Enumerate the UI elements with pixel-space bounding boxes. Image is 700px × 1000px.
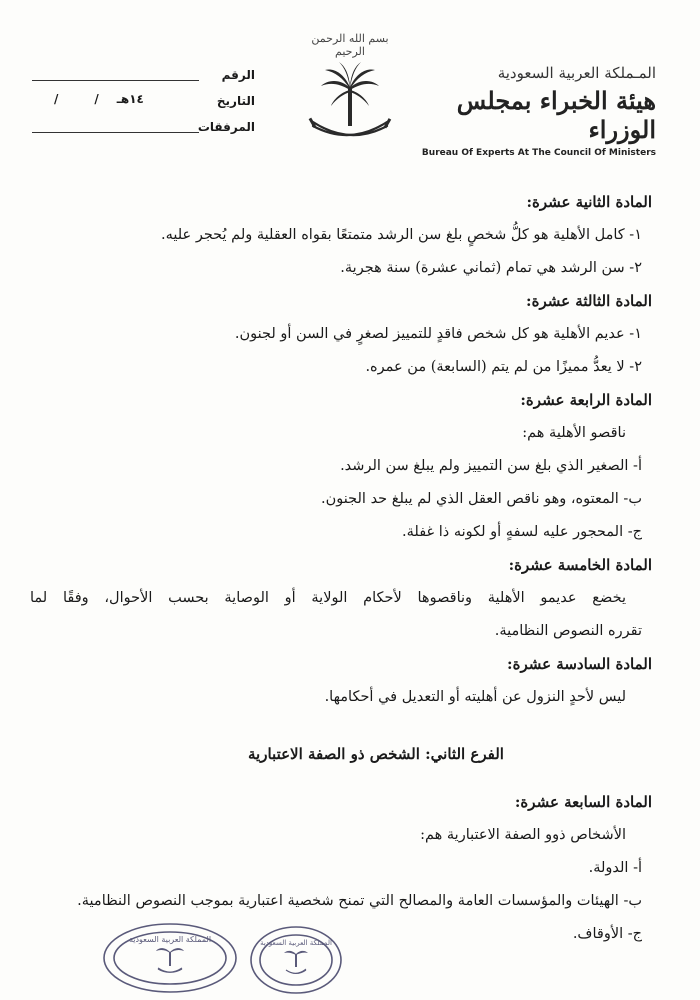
article-16-line-1: ليس لأحدٍ النزول عن أهليته أو التعديل في أحكامها. xyxy=(324,689,626,705)
official-stamp-left xyxy=(100,920,240,995)
basmala: بسم الله الرحمن الرحيم xyxy=(311,32,389,58)
stamp-left-text: المملكة العربية السعودية xyxy=(128,935,212,944)
ref-attachments-label: المرفقات xyxy=(197,120,255,134)
article-13-title: المادة الثالثة عشرة: xyxy=(526,292,652,310)
article-16-title: المادة السادسة عشرة: xyxy=(507,655,652,673)
ref-number-label: الرقم xyxy=(221,68,255,82)
article-12-line-2: ٢- سن الرشد هي تمام (ثماني عشرة) سنة هجرية. xyxy=(340,260,642,276)
ref-attachments-row xyxy=(30,118,255,144)
article-17-item-b: ب- الهيئات والمؤسسات العامة والمصالح التي تمنح شخصية اعتبارية بموجب النصوص النظامية. xyxy=(77,893,642,909)
stamp-right-text: المملكة العربية السعودية xyxy=(260,939,332,947)
article-13-line-1: ١- عديم الأهلية هو كل شخص فاقدٍ للتمييز لصغرٍ في السن أو لجنون. xyxy=(234,326,642,342)
ref-date-sep-2: / xyxy=(54,92,59,106)
org-name: هيئة الخبراء بمجلس الوزراء xyxy=(456,86,656,144)
ref-date-value xyxy=(36,92,144,106)
article-17-title: المادة السابعة عشرة: xyxy=(514,793,652,811)
article-15-line-2: تقرره النصوص النظامية. xyxy=(494,623,642,639)
official-stamp-right xyxy=(248,924,344,996)
article-15-title: المادة الخامسة عشرة: xyxy=(508,556,652,574)
ref-date-sep-1: / xyxy=(94,92,99,106)
article-14-item-a: أ- الصغير الذي بلغ سن التمييز ولم يبلغ سن الرشد. xyxy=(340,458,642,474)
article-17-item-c: ج- الأوقاف. xyxy=(572,926,642,942)
ref-attachments-line xyxy=(32,132,199,133)
article-13-line-2: ٢- لا يعدُّ مميزًا من لم يتم (السابعة) من عمره. xyxy=(365,359,642,375)
article-14-item-b: ب- المعتوه، وهو ناقص العقل الذي لم يبلغ حد الجنون. xyxy=(321,491,642,507)
ref-date-year: ١٤هـ xyxy=(116,92,144,106)
palm-swords-emblem-icon xyxy=(305,60,395,150)
org-kingdom: المـملكة العربية السعودية xyxy=(497,64,656,82)
article-14-intro: ناقصو الأهلية هم: xyxy=(522,425,626,441)
ref-date-row xyxy=(30,92,255,118)
article-17-intro: الأشخاص ذوو الصفة الاعتبارية هم: xyxy=(420,827,626,843)
section-title: الفرع الثاني: الشخص ذو الصفة الاعتبارية xyxy=(248,745,504,763)
article-12-title: المادة الثانية عشرة: xyxy=(526,193,652,211)
article-14-title: المادة الرابعة عشرة: xyxy=(520,391,652,409)
article-15-line-1: يخضع عديمو الأهلية وناقصوها لأحكام الولاية أو الوصاية بحسب الأحوال، وفقًا لما xyxy=(30,590,626,606)
ref-number-line xyxy=(32,80,199,81)
document-body xyxy=(30,186,652,951)
organization-block xyxy=(406,64,656,158)
org-name-en: Bureau Of Experts At The Council Of Ministers xyxy=(421,148,656,158)
article-14-item-c: ج- المحجور عليه لسفهٍ أو لكونه ذا غفلة. xyxy=(402,524,642,540)
reference-block xyxy=(30,66,255,144)
article-12-line-1: ١- كامل الأهلية هو كلُّ شخصٍ بلغ سن الرشد متمتعًا بقواه العقلية ولم يُحجر عليه. xyxy=(161,227,642,243)
ref-number-row xyxy=(30,66,255,92)
article-17-item-a: أ- الدولة. xyxy=(588,860,642,876)
ref-date-label: التاريخ xyxy=(216,94,255,108)
